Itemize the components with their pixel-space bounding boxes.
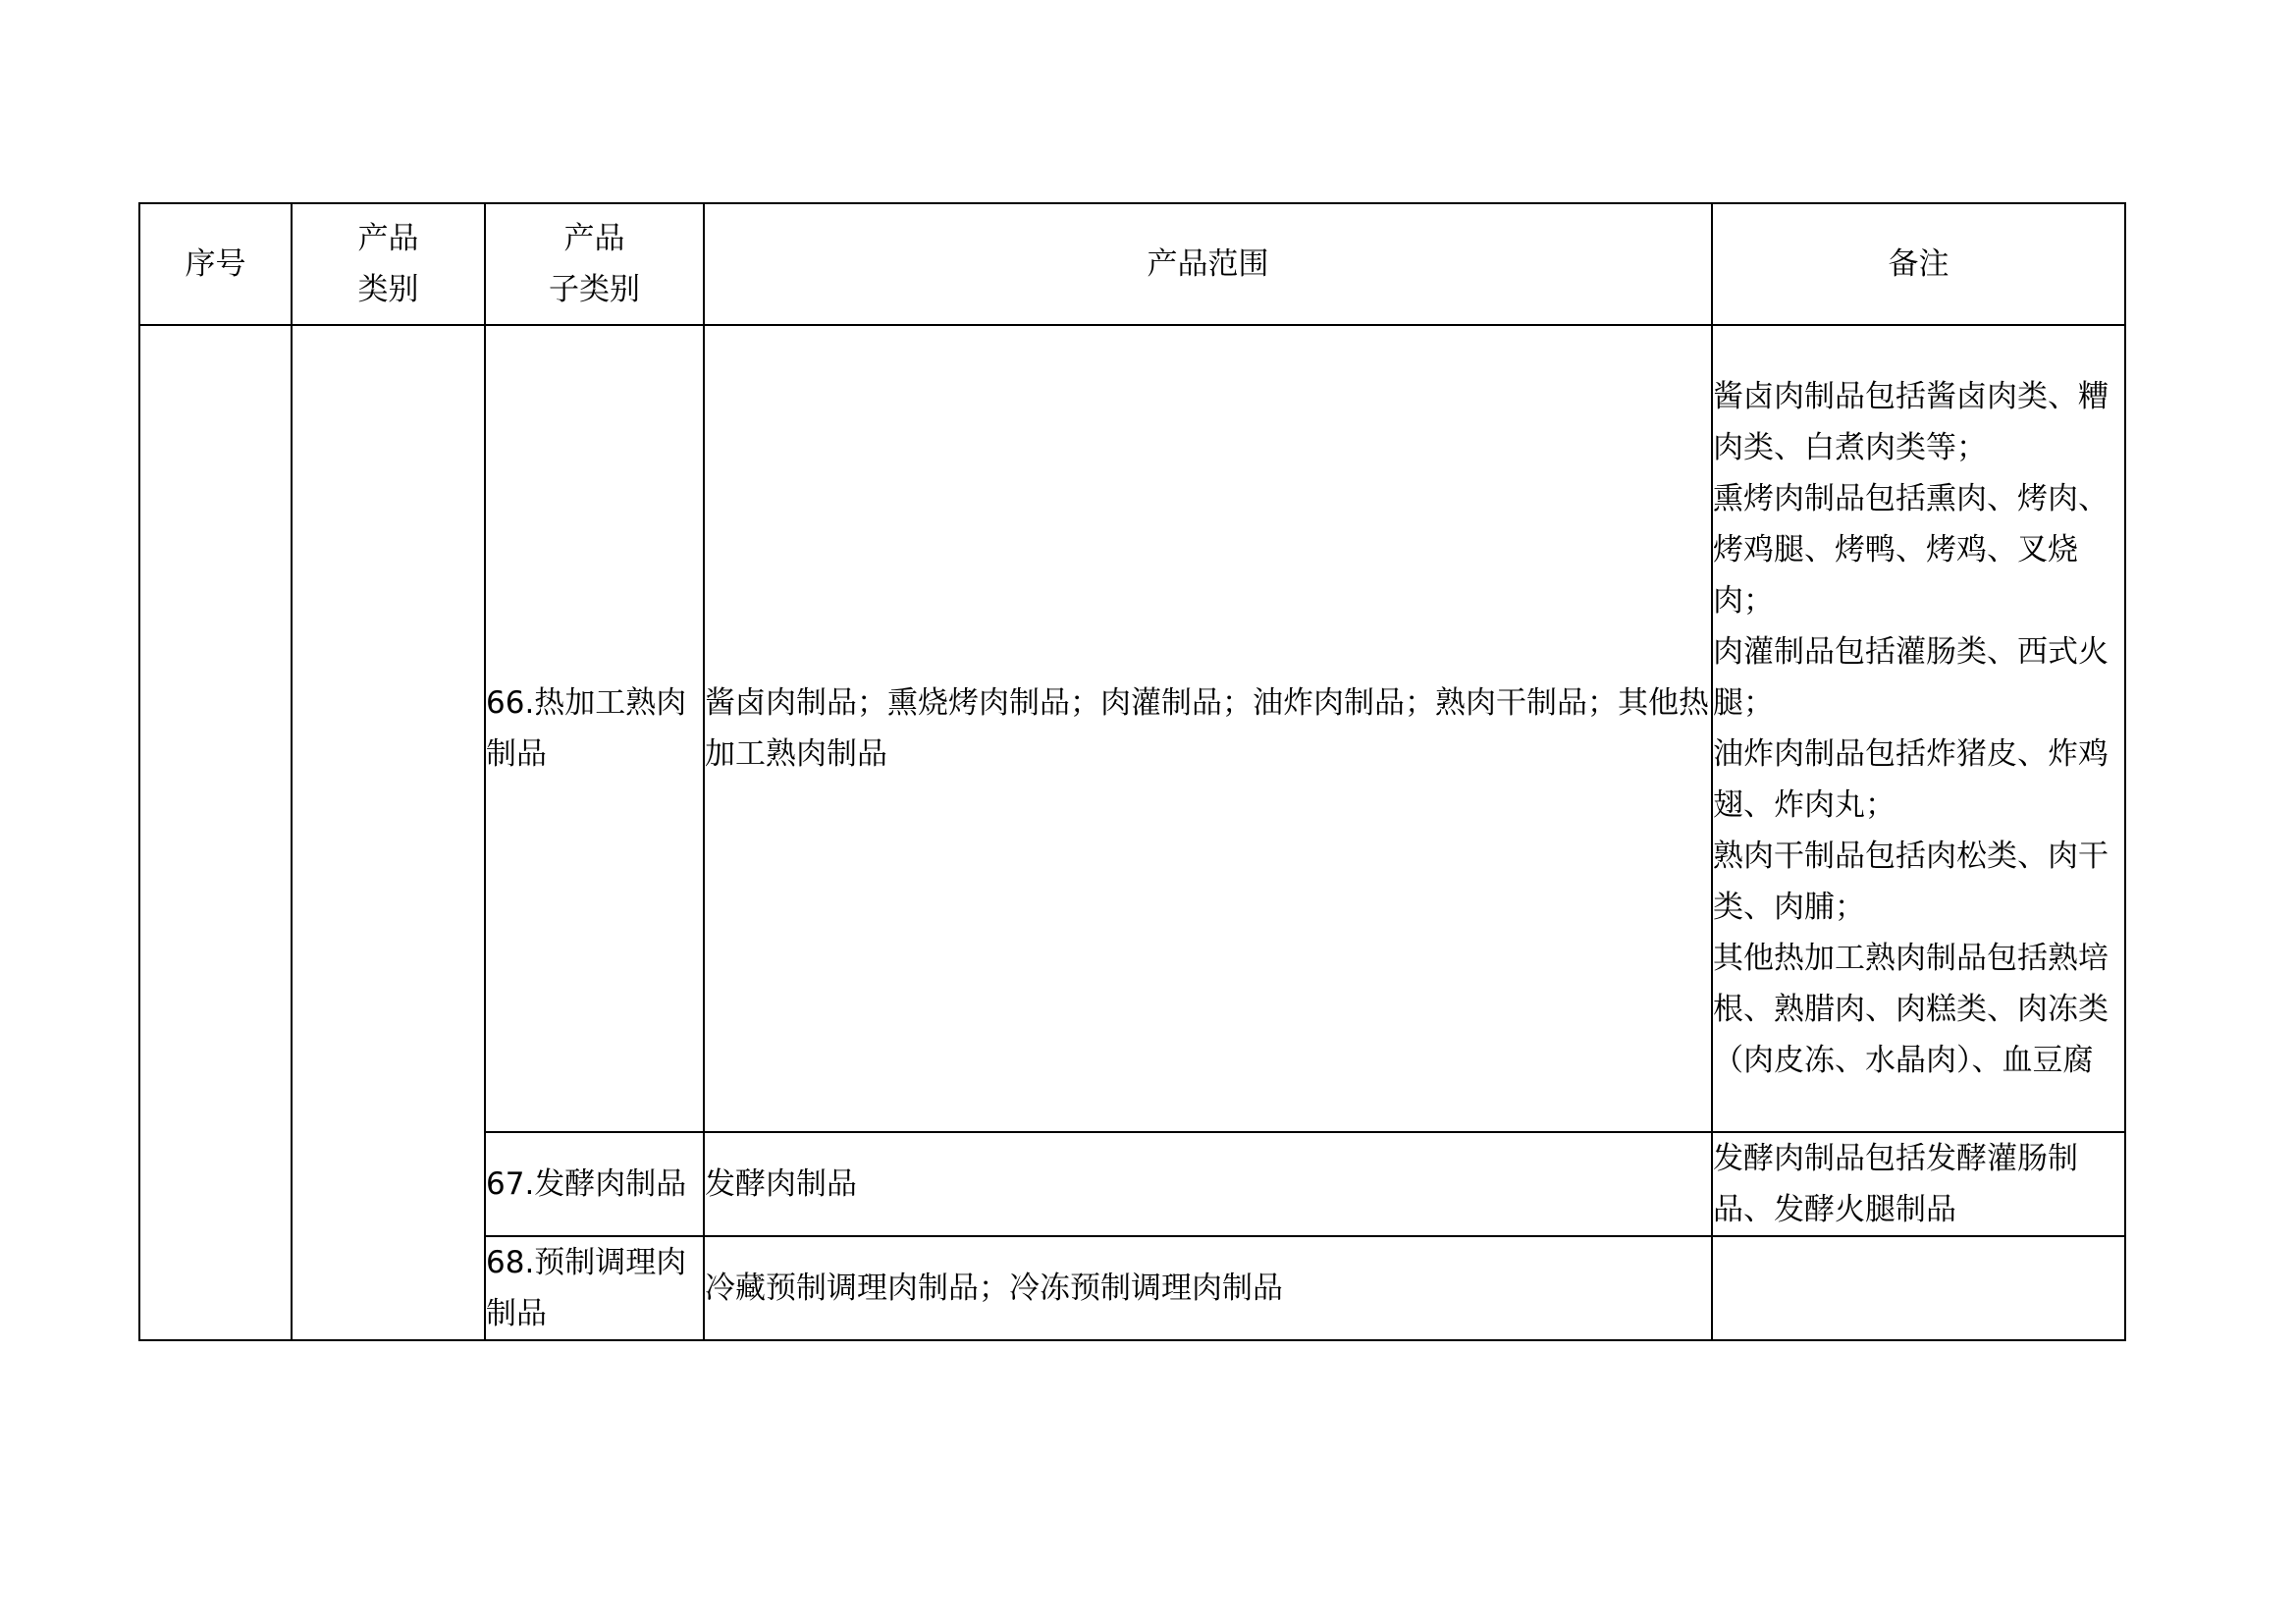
table-header-row: [139, 203, 2125, 325]
header-seq: 序号: [139, 203, 292, 325]
note-line: 酱卤肉制品包括酱卤肉类、糟肉类、白煮肉类等；: [1713, 379, 2109, 465]
header-scope: 产品范围: [704, 203, 1712, 325]
note-line: 发酵肉制品包括发酵灌肠制品、发酵火腿制品: [1713, 1141, 2078, 1227]
note-line: 其他热加工熟肉制品包括熟培根、熟腊肉、肉糕类、肉冻类（肉皮冻、水晶肉）、血豆腐: [1713, 941, 2109, 1078]
subcategory-cell: 68.预制调理肉制品: [485, 1236, 704, 1340]
header-subcategory-line2: 子类别: [549, 272, 640, 307]
note-line: 熏烤肉制品包括熏肉、烤肉、烤鸡腿、烤鸭、烤鸡、叉烧肉；: [1713, 481, 2109, 619]
scope-cell: 酱卤肉制品；熏烧烤肉制品；肉灌制品；油炸肉制品；熟肉干制品；其他热加工熟肉制品: [704, 325, 1712, 1132]
header-category-line2: 类别: [357, 272, 419, 307]
header-subcategory-line1: 产品: [563, 221, 625, 256]
header-category: [292, 203, 485, 325]
scope-cell: 发酵肉制品: [704, 1132, 1712, 1236]
category-cell: [292, 325, 485, 1340]
note-line: 熟肉干制品包括肉松类、肉干类、肉脯；: [1713, 839, 2109, 925]
note-cell: [1712, 1132, 2125, 1236]
note-cell: [1712, 1236, 2125, 1340]
table-row: [139, 325, 2125, 1132]
subcategory-cell: 66.热加工熟肉制品: [485, 325, 704, 1132]
header-category-line1: 产品: [357, 221, 419, 256]
header-note: 备注: [1712, 203, 2125, 325]
note-line: 油炸肉制品包括炸猪皮、炸鸡翅、炸肉丸；: [1713, 736, 2109, 823]
subcategory-cell: 67.发酵肉制品: [485, 1132, 704, 1236]
header-subcategory: [485, 203, 704, 325]
seq-cell: [139, 325, 292, 1340]
note-line: 肉灌制品包括灌肠类、西式火腿；: [1713, 634, 2109, 721]
note-cell: [1712, 325, 2125, 1132]
product-catalog-table: [138, 202, 2126, 1341]
scope-cell: 冷藏预制调理肉制品；冷冻预制调理肉制品: [704, 1236, 1712, 1340]
